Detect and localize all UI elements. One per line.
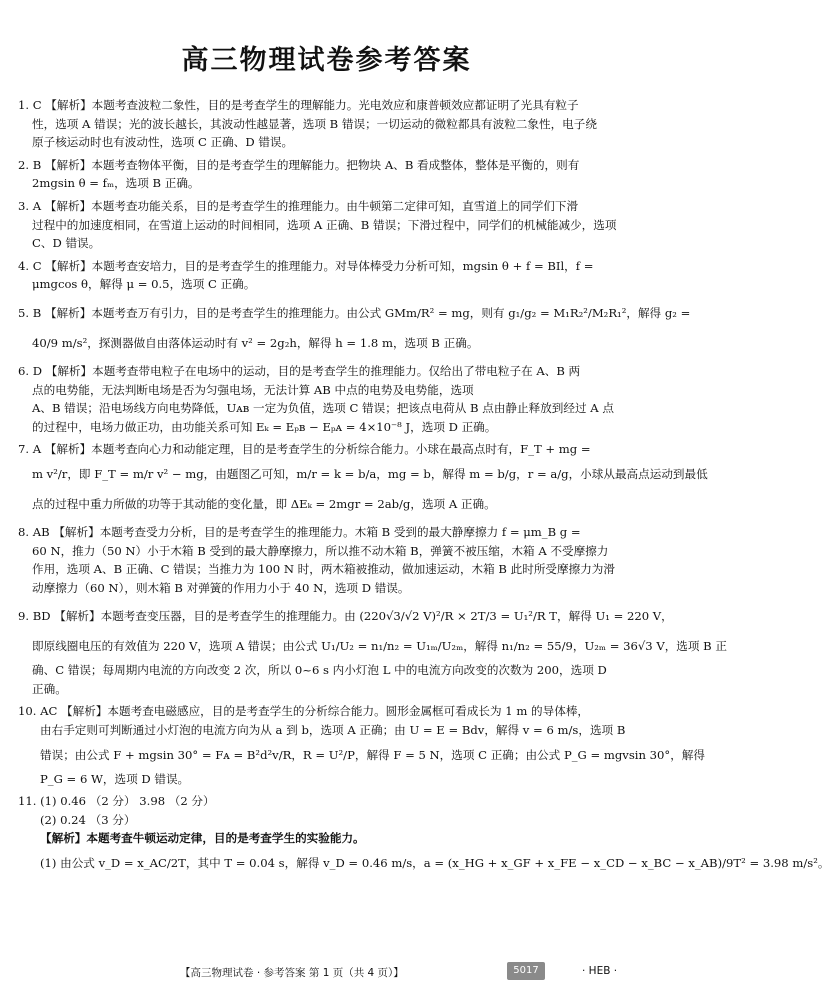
answer-line: 正确。: [32, 681, 67, 696]
answer-line: A、B 错误；沿电场线方向电势降低，Uᴀʙ 一定为负值，选项 C 错误；把该点电荷从 B 点由静止释放到经过 A 点: [32, 401, 614, 416]
answer-line: 由右手定则可判断通过小灯泡的电流方向为从 a 到 b，选项 A 正确；由 U = E = Bdv，解得 v = 6 m/s，选项 B: [40, 723, 626, 738]
answer-line: 2mgsin θ = fₘ，选项 B 正确。: [32, 176, 200, 191]
answer-line: 11. (1) 0.46 （2 分） 3.98 （2 分）: [18, 794, 215, 809]
answer-line: 原子核运动时也有波动性，选项 C 正确、D 错误。: [32, 135, 294, 150]
footer-region-code: · HEB ·: [582, 965, 618, 977]
answer-line: 8. AB 【解析】本题考查受力分析，目的是考查学生的推理能力。木箱 B 受到的最大静摩擦力 f = μm_B g =: [18, 524, 581, 539]
answer-item-1: [18, 96, 640, 152]
answer-line: 点的过程中重力所做的功等于其动能的变化量，即 ΔEₖ = 2mgr = 2ab/g，选项 A 正确。: [32, 496, 496, 511]
answer-line: μmgcos θ，解得 μ = 0.5，选项 C 正确。: [32, 277, 256, 292]
answer-line: 60 N，推力（50 N）小于木箱 B 受到的最大静摩擦力，所以推不动木箱 B，弹簧不被压缩，木箱 A 不受摩擦力: [32, 543, 609, 558]
answer-line: 4. C 【解析】本题考查安培力，目的是考查学生的推理能力。对导体棒受力分析可知，mgsin θ + f = BIl，f =: [18, 258, 594, 273]
answer-line: 6. D 【解析】本题考查带电粒子在电场中的运动，目的是考查学生的推理能力。仅给出了带电粒子在 A、B 两: [18, 363, 581, 378]
answer-item-4: [18, 257, 640, 294]
answer-item-2: [18, 156, 640, 193]
answer-line: 40/9 m/s²，探测器做自由落体运动时有 v² = 2g₂h，解得 h = 1.8 m，选项 B 正确。: [32, 335, 479, 350]
answer-line: 【解析】本题考查牛顿运动定律，目的是考查学生的实验能力。: [40, 831, 365, 846]
page-title: 高三物理试卷参考答案: [181, 45, 472, 76]
answer-item-7: [18, 440, 708, 519]
footer-page-info: 【高三物理试卷 · 参考答案 第 1 页（共 4 页）】: [180, 967, 404, 979]
answer-line: 1. C 【解析】本题考查波粒二象性，目的是考查学生的理解能力。光电效应和康普顿效应都证明了光具有粒子: [18, 98, 579, 112]
answer-line: 9. BD 【解析】本题考查变压器，目的是考查学生的推理能力。由 (220√3/√2 V)²/R × 2T/3 = U₁²/R T，解得 U₁ = 220 V，: [18, 609, 673, 624]
answer-line: 的过程中，电场力做正功，由功能关系可知 Eₖ = Eₚʙ − Eₚᴀ = 4×10⁻⁸ J，选项 D 正确。: [32, 419, 497, 434]
answer-line: P_G = 6 W，选项 D 错误。: [40, 771, 190, 786]
answer-line: 即原线圈电压的有效值为 220 V，选项 A 错误；由公式 U₁/U₂ = n₁/n₂ = U₁ₘ/U₂ₘ，解得 n₁/n₂ = 55/9，U₂ₘ = 36√3 V，选项 B 正: [32, 639, 727, 654]
answer-line: 2. B 【解析】本题考查物体平衡，目的是考查学生的理解能力。把物块 A、B 看成整体，整体是平衡的，则有: [18, 157, 580, 172]
answer-item-11: [18, 792, 829, 878]
answer-line: 3. A 【解析】本题考查功能关系，目的是考查学生的推理能力。由牛顿第二定律可知，直雪道上的同学们下滑: [18, 198, 579, 213]
answer-line: 点的电势能，无法判断电场是否为匀强电场，无法计算 AB 中点的电势及电势能，选项: [32, 382, 474, 397]
answer-line: m v²/r，即 F_T = m/r v² − mg，由题图乙可知，m/r = k = b/a，mg = b，解得 m = b/g，r = a/g，小球从最高点运动到最低: [32, 466, 708, 481]
answer-line: 10. AC 【解析】本题考查电磁感应，目的是考查学生的分析综合能力。圆形金属框可看成长为 1 m 的导体棒，: [18, 704, 590, 719]
answer-line: (1) 由公式 v_D = x_AC/2T，其中 T = 0.04 s，解得 v_D = 0.46 m/s，a = (x_HG + x_GF + x_FE − x_CD − x_BC − x_AB)/9T² = 3.98 m/s²。: [40, 856, 829, 871]
answer-line: C、D 错误。: [32, 236, 101, 251]
answer-item-5: [18, 298, 691, 358]
page-footer: [0, 962, 653, 984]
answer-line: 7. A 【解析】本题考查向心力和动能定理，目的是考查学生的分析综合能力。小球在最高点时有，F_T + mg =: [18, 442, 591, 457]
answer-list: [18, 96, 829, 882]
answer-line: 错误；由公式 F + mgsin 30° = Fᴀ = B²d²v/R，R = U²/P，解得 F = 5 N，选项 C 正确；由公式 P_G = mgvsin 30°，解得: [40, 747, 705, 762]
answer-line: (2) 0.24 （3 分）: [40, 812, 136, 827]
answer-line: 作用，选项 A、B 正确、C 错误；当推力为 100 N 时，两木箱被推动，做加速运动，木箱 B 此时所受摩擦力为滑: [32, 562, 615, 577]
answer-line: 动摩擦力（60 N），则木箱 B 对弹簧的作用力小于 40 N，选项 D 错误。: [32, 580, 410, 595]
answer-line: 过程中的加速度相同，在雪道上运动的时间相同，选项 A 正确、B 错误；下滑过程中，同学们的机械能减少，选项: [32, 217, 617, 232]
answer-item-8: [18, 523, 640, 597]
answer-item-6: [18, 362, 640, 436]
answer-line: 性，选项 A 错误；光的波长越长，其波动性越显著，选项 B 错误；一切运动的微粒都具有波粒二象性，电子绕: [32, 116, 597, 131]
answer-item-9: [18, 601, 727, 698]
footer-code-badge: 5017: [507, 962, 545, 980]
answer-line: 确、C 错误；每周期内电流的方向改变 2 次，所以 0~6 s 内小灯泡 L 中的电流方向改变的次数为 200，选项 D: [32, 663, 607, 678]
answer-item-10: [18, 702, 705, 788]
answer-line: 5. B 【解析】本题考查万有引力，目的是考查学生的推理能力。由公式 GMm/R² = mg，则有 g₁/g₂ = M₁R₂²/M₂R₁²，解得 g₂ =: [18, 305, 691, 320]
answer-item-3: [18, 197, 640, 253]
